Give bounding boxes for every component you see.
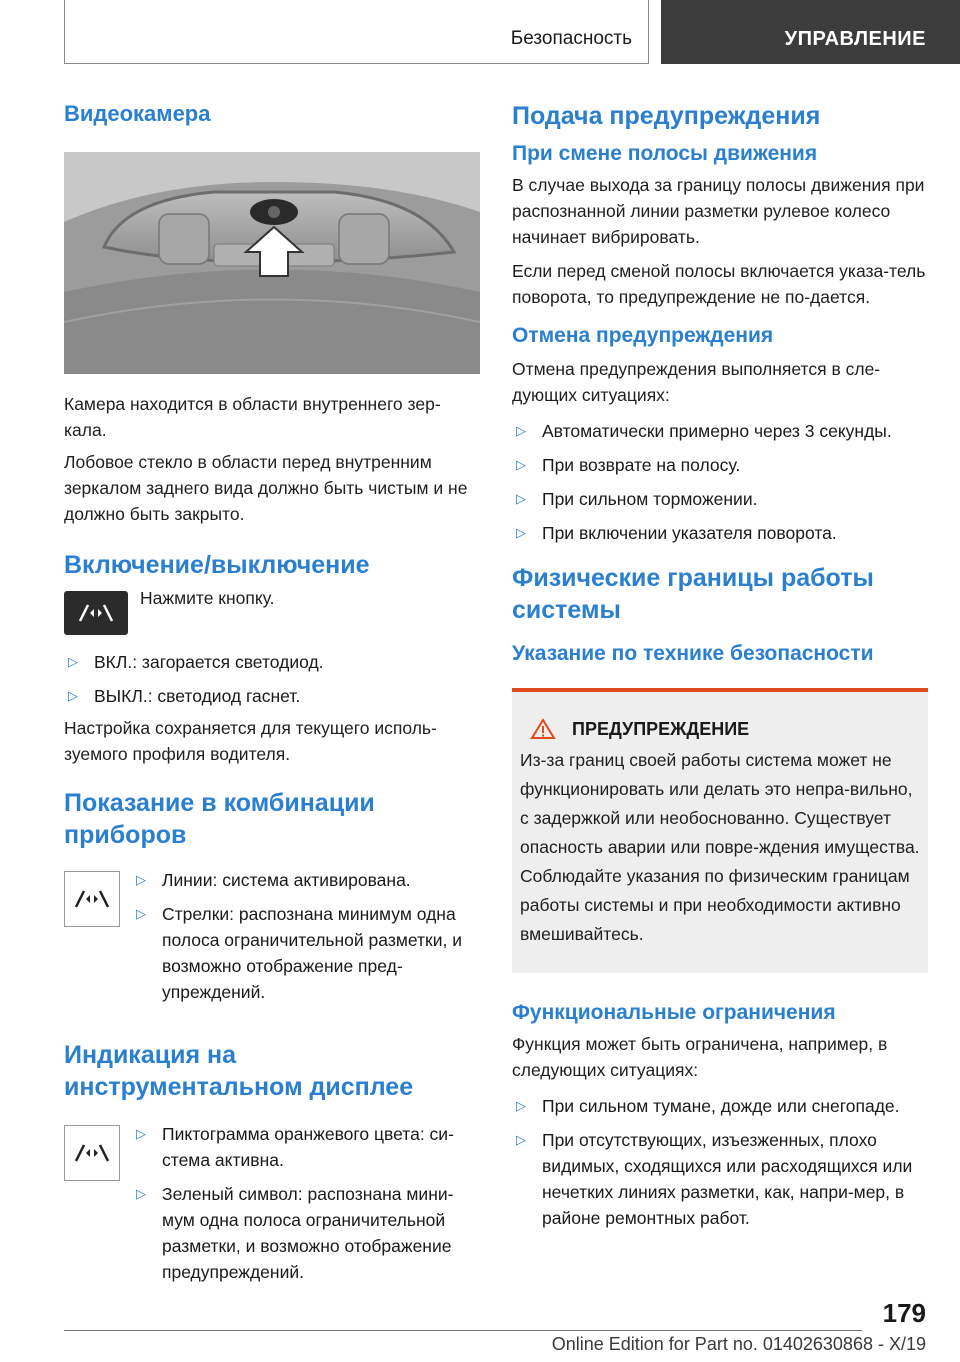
cluster-heading: Показание в комбинации приборов (64, 789, 375, 849)
list-item: ▷ При сильном торможении. (512, 486, 928, 512)
cluster-display-icon (64, 871, 120, 927)
cancel-intro-text: Отмена предупреждения выполняется в сле-дующих ситуациях: (512, 359, 881, 405)
onoff-heading: Включение/выключение (64, 551, 370, 579)
cancel-list (512, 418, 928, 546)
func-intro-text: Функция может быть ограничена, например, в следующих ситуациях: (512, 1034, 888, 1080)
header-section-label: Безопасность (510, 28, 632, 49)
camera-photo (64, 152, 480, 374)
triangle-right-icon: ▷ (516, 1098, 526, 1113)
triangle-right-icon: ▷ (136, 1126, 146, 1141)
camera-location-text: Камера находится в области внутреннего зер-кала. (64, 394, 441, 440)
header-chapter-label: УПРАВЛЕНИЕ (784, 28, 926, 50)
triangle-right-icon: ▷ (68, 654, 78, 669)
list-item: ▷ Линии: система активирована. (132, 867, 480, 893)
warning-box-label: ПРЕДУПРЕЖДЕНИЕ (572, 718, 750, 739)
list-item: ▷ При сильном тумане, дожде или снегопаде. (512, 1093, 928, 1119)
hud-list (132, 1121, 480, 1293)
lane-assist-icon (72, 1143, 112, 1163)
list-item: ▷ Пиктограмма оранжевого цвета: си-стема активна. (132, 1121, 480, 1173)
list-item: ▷ Автоматически примерно через 3 секунды. (512, 418, 928, 444)
camera-windshield-text: Лобовое стекло в области перед внутренним зеркалом заднего вида должно быть чистым и не должно быть закрыто. (64, 452, 468, 524)
list-item: ▷ Зеленый символ: распознана мини-мум одна полоса ограничительной разметки, и возможно отображение предупреждений. (132, 1181, 480, 1285)
lane-change-heading: При смене полосы движения (512, 142, 818, 165)
press-button-text: Нажмите кнопку. (140, 588, 275, 608)
list-item: ▷ Стрелки: распознана минимум одна полоса ограничительной разметки, и возможно отображение пред-упреждений. (132, 901, 480, 1005)
triangle-right-icon: ▷ (68, 688, 78, 703)
triangle-right-icon: ▷ (516, 457, 526, 472)
cluster-list (132, 867, 480, 1013)
hud-row (64, 1125, 480, 1293)
warning-box (512, 688, 928, 973)
triangle-right-icon: ▷ (136, 906, 146, 921)
lane-indicator-text: Если перед сменой полосы включается указа-тель поворота, то предупреждение не по-дается. (512, 261, 926, 307)
triangle-right-icon: ▷ (516, 525, 526, 540)
lane-assist-icon (72, 889, 112, 909)
lane-vibration-text: В случае выхода за границу полосы движения при распознанной линии разметки рулевое колесо начинает вибрировать. (512, 175, 925, 247)
warning-heading: Подача предупреждения (512, 102, 821, 130)
onoff-list (64, 649, 480, 709)
triangle-right-icon: ▷ (516, 491, 526, 506)
onoff-note-text: Настройка сохраняется для текущего исполь-зуемого профиля водителя. (64, 718, 437, 764)
cancel-heading: Отмена предупреждения (512, 324, 774, 347)
warning-box-text: Из-за границ своей работы система может не функционировать или делать это непра-вильно, с задержкой или необоснованно. Существует опасность аварии или повре-ждения имущества. Соблюдайте указания по физическим границам работы системы и при необходимости активно вмешивайтесь. (520, 750, 920, 944)
triangle-right-icon: ▷ (516, 423, 526, 438)
right-column (512, 100, 928, 1239)
cluster-row (64, 871, 480, 1013)
camera-heading: Видеокамера (64, 101, 211, 126)
triangle-right-icon: ▷ (136, 872, 146, 887)
triangle-right-icon: ▷ (516, 1132, 526, 1147)
header-section-box (64, 0, 649, 64)
warning-box-title (530, 718, 920, 740)
list-item: ▷ При возврате на полосу. (512, 452, 928, 478)
list-item: ▷ ВКЛ.: загорается светодиод. (64, 649, 480, 675)
list-item: ▷ При включении указателя поворота. (512, 520, 928, 546)
hud-display-icon (64, 1125, 120, 1181)
func-limits-heading: Функциональные ограничения (512, 1001, 836, 1024)
lane-assist-icon (76, 603, 116, 623)
limits-heading: Физические границы работы системы (512, 564, 874, 624)
footer-edition: Online Edition for Part no. 01402630868 - X/19 (551, 1334, 926, 1354)
func-list (512, 1093, 928, 1231)
lane-assist-button[interactable] (64, 591, 128, 635)
left-column (64, 100, 480, 1293)
safety-heading: Указание по технике безопасности (512, 642, 874, 665)
warning-triangle-icon (530, 718, 556, 740)
hud-heading: Индикация на инструментальном дисплее (64, 1041, 414, 1101)
footer-divider (64, 1330, 862, 1331)
header-chapter-box (661, 0, 960, 64)
list-item: ▷ При отсутствующих, изъезженных, плохо видимых, сходящихся или расходящихся или нечетких линиях разметки, как, напри-мер, в районе ремонтных работ. (512, 1127, 928, 1231)
press-button-row (64, 588, 480, 635)
page-number: 179 (882, 1298, 926, 1328)
list-item: ▷ ВЫКЛ.: светодиод гаснет. (64, 683, 480, 709)
triangle-right-icon: ▷ (136, 1186, 146, 1201)
